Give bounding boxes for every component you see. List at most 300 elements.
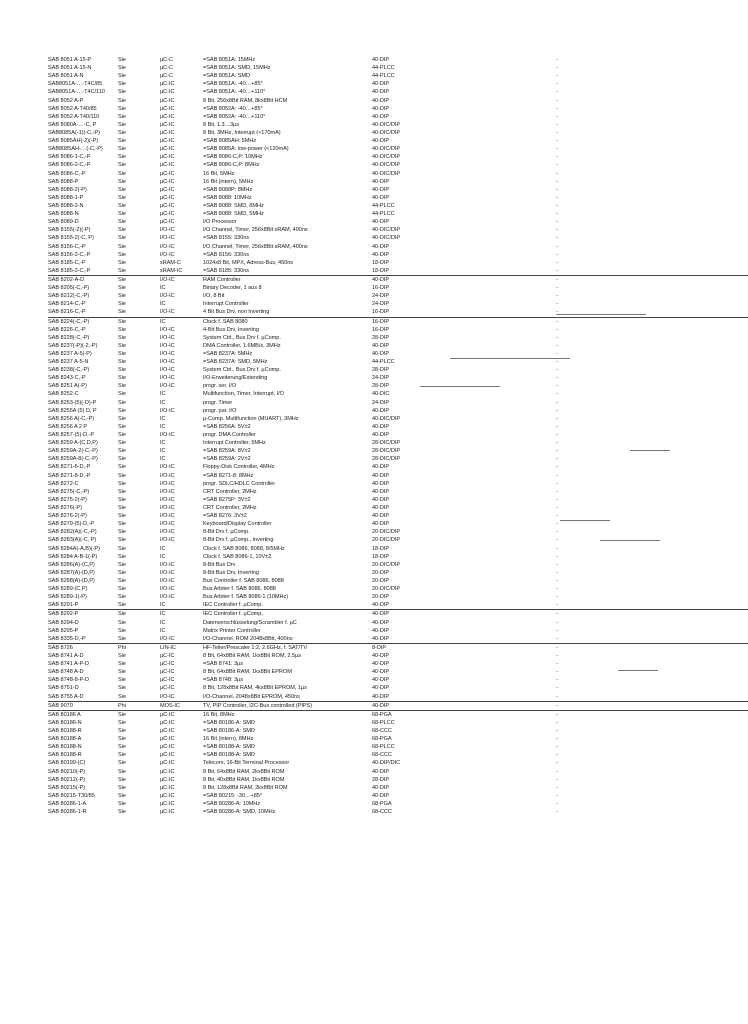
description-cell: progr. DMA Controller [203,432,256,439]
part-number-cell: SAB 8276-2(-P) [48,513,87,520]
part-number-cell: SAB 8748-8-P-D [48,677,89,684]
part-number-cell: SAB 8275(-C,-P) [48,488,90,495]
manufacturer-cell: Sie [118,285,126,292]
manufacturer-cell: Sie [118,752,126,759]
marker-cell: - [556,553,558,560]
scan-artifact-line [450,358,570,359]
manufacturer-cell: Sie [118,809,126,816]
package-cell: 28-DIC/DIP [372,456,401,463]
marker-cell: - [556,89,558,96]
package-cell: 18-DIP [372,553,390,560]
description-cell: 8-Bit Bus Drv [203,561,236,568]
part-number-cell: SAB 8292-P [48,611,79,618]
part-number-cell: SAB 8089-D [48,219,79,226]
marker-cell: - [556,162,558,169]
package-cell: 40-DIP [372,423,390,430]
manufacturer-cell: Sie [118,309,126,316]
description-cell: IEC Controller f. µComp. [203,602,263,609]
marker-cell: - [556,513,558,520]
device-type-cell: µC-IC [160,800,175,807]
description-cell: 16 Bit, 8MHz [203,711,235,718]
description-cell: Interrupt Controller, 5MHz [203,440,266,447]
device-type-cell: µC-IC [160,792,175,799]
device-type-cell: I/O-IC [160,569,175,576]
description-cell: =SAB 8088: SMD, 8MHz [203,202,264,209]
table-row [48,64,748,72]
marker-cell: - [556,529,558,536]
part-number-cell: SAB 8088-2(-P) [48,186,87,193]
package-cell: 40-DIC/DIP [372,146,401,153]
package-cell: 40-DIC/DIP [372,415,401,422]
package-cell: 8-DIP [372,644,387,651]
package-cell: 40-DIP [372,661,390,668]
marker-cell: - [556,711,558,718]
device-type-cell: I/O-IC [160,432,175,439]
package-cell: 40-DIP [372,627,390,634]
part-number-cell: SAB 8284A(-A,B)(-P) [48,545,100,552]
description-cell: 8-Bit Drv f. µComp. [203,529,250,536]
description-cell: I/O-Channel, ROM 2048x8Bit, 400ns [203,635,293,642]
manufacturer-cell: Sie [118,375,126,382]
table-row [48,439,748,447]
marker-cell: - [556,480,558,487]
manufacturer-cell: Sie [118,594,126,601]
device-type-cell: µC-IC [160,105,175,112]
device-type-cell: µC-IC [160,202,175,209]
device-type-cell: I/O-IC [160,375,175,382]
part-number-cell: SAB 8052 A-P [48,97,84,104]
part-number-cell: SAB 8255A (5) D, P [48,407,97,414]
manufacturer-cell: Sie [118,776,126,783]
part-number-cell: SAB 8251 A(-P) [48,383,87,390]
marker-cell: - [556,285,558,292]
package-cell: 40-DIP [372,138,390,145]
device-type-cell: µC-IC [160,154,175,161]
part-number-cell: SAB 8295-P [48,627,79,634]
table-row [48,472,748,480]
part-number-cell: SAB 80286-1-A [48,800,87,807]
table-row [48,170,748,178]
device-type-cell: µC-IC [160,711,175,718]
part-number-cell: SAB8085A(-1)(-C,-P) [48,129,100,136]
description-cell: HF-Teiler/Prescaler 1:2, 2.6GHz, f. SAT/TV [203,644,308,651]
manufacturer-cell: Sie [118,194,126,201]
package-cell: 40-DIP [372,89,390,96]
marker-cell: - [556,685,558,692]
manufacturer-cell: Sie [118,505,126,512]
device-type-cell: µC-IC [160,677,175,684]
marker-cell: - [556,727,558,734]
description-cell: 8 Bit, 64x8Bit RAM, 1kx8Bit EPROM [203,669,292,676]
package-cell: 28-DIP [372,367,390,374]
manufacturer-cell: Sie [118,432,126,439]
manufacturer-cell: Sie [118,561,126,568]
package-cell: 20-DIC/DIP [372,561,401,568]
manufacturer-cell: Sie [118,293,126,300]
description-cell: 8 Bit, 40x8Bit RAM, 1kx8Bit ROM [203,776,285,783]
marker-cell: - [556,65,558,72]
part-number-cell: SAB 8287(A)-(D,P) [48,569,95,576]
part-number-cell: SAB 80212(-P) [48,776,85,783]
package-cell: 40-DIP/DIC [372,760,401,767]
package-cell: 20-DIP [372,594,390,601]
marker-cell: - [556,619,558,626]
device-type-cell: µC-IC [160,178,175,185]
marker-cell: - [556,350,558,357]
marker-cell: - [556,211,558,218]
manufacturer-cell: Sie [118,661,126,668]
device-type-cell: µC-IC [160,146,175,153]
device-type-cell: I/O-IC [160,488,175,495]
description-cell: RAM Controller [203,276,241,283]
table-row [48,735,748,743]
description-cell: =SAB 80215: -30…+85° [203,792,263,799]
table-row [48,512,748,520]
part-number-cell: SAB 8272-C [48,480,79,487]
marker-cell: - [556,146,558,153]
device-type-cell: I/O-IC [160,235,175,242]
device-type-cell: IC [160,627,166,634]
manufacturer-cell: Sie [118,669,126,676]
marker-cell: - [556,105,558,112]
marker-cell: - [556,170,558,177]
table-row [48,545,748,553]
manufacturer-cell: Sie [118,736,126,743]
marker-cell: - [556,219,558,226]
table-row [48,88,748,96]
device-type-cell: µC-IC [160,744,175,751]
table-row [48,455,748,463]
description-cell: TV, PIP Controller, I2C-Bus controlled (PIPS) [203,702,313,709]
manufacturer-cell: Sie [118,178,126,185]
package-cell: 28-DIC/DIP [372,448,401,455]
manufacturer-cell: Sie [118,496,126,503]
part-number-cell: SAB 8279-(5)-D,-P [48,521,95,528]
marker-cell: - [556,669,558,676]
table-row [48,243,748,251]
package-cell: 40-DIC/DIP [372,227,401,234]
manufacturer-cell: Sie [118,423,126,430]
device-type-cell: I/O-IC [160,505,175,512]
device-type-cell: I/O-IC [160,407,175,414]
description-cell: =SAB 8088P: 8MHz [203,186,253,193]
description-cell: 4 Bit Bus Drv, non Inverting [203,309,270,316]
package-cell: 40-DIP [372,496,390,503]
device-type-cell: IC [160,285,166,292]
manufacturer-cell: Sie [118,480,126,487]
device-type-cell: I/O-IC [160,293,175,300]
description-cell: 8 Bit, 3MHz, Interrupt (<170mA) [203,129,281,136]
marker-cell: - [556,792,558,799]
description-cell: 8 Bit, 1.3…3µs [203,121,240,128]
table-row [48,743,748,751]
table-row [48,711,748,719]
part-number-cell: SAB 8238(-C,-P) [48,367,90,374]
package-cell: 68-PGA [372,800,392,807]
description-cell: =SAB 8051A: -40…+110° [203,89,266,96]
manufacturer-cell: Sie [118,611,126,618]
marker-cell: - [556,178,558,185]
package-cell: 40-DIC/DIP [372,129,401,136]
marker-cell: - [556,227,558,234]
description-cell: Keyboard/Display Controller [203,521,272,528]
marker-cell: - [556,537,558,544]
marker-cell: - [556,652,558,659]
scan-artifact-line [600,540,660,541]
table-row [48,390,748,398]
part-number-cell: SAB 8259A-8(-C,-P) [48,456,98,463]
table-row [48,161,748,169]
device-type-cell: I/O-IC [160,350,175,357]
manufacturer-cell: Sie [118,342,126,349]
package-cell: 40-DIP [372,81,390,88]
description-cell: Clock f. SAB 8080 [203,318,248,325]
part-number-cell: SAB 8088-N [48,211,79,218]
manufacturer-cell: Sie [118,65,126,72]
description-cell: I/O Channel, Timer, 256x8Bit sRAM, 400ns [203,243,308,250]
description-cell: 8 Bit, 128x8Bit RAM, 4kx8Bit EPROM, 1µs [203,685,307,692]
table-row [48,676,748,684]
part-number-cell: SAB 8080A-…-C, P [48,121,97,128]
package-cell: 40-DIP [372,276,390,283]
description-cell: =SAB 8256A: 5V±2 [203,423,251,430]
device-type-cell: µC-IC [160,89,175,96]
package-cell: 18-DIP [372,545,390,552]
description-cell: 8 Bit, 64x8Bit RAM, 2kx8Bit ROM [203,768,285,775]
description-cell: Multifunction, Timer, Interrupt, I/O [203,391,284,398]
description-cell: IEC Controller f. µComp. [203,611,263,618]
manufacturer-cell: Sie [118,652,126,659]
package-cell: 68-PLCC [372,744,395,751]
description-cell: =SAB 8741: 3µs [203,661,243,668]
package-cell: 40-DIP [372,194,390,201]
device-type-cell: IC [160,602,166,609]
description-cell: 8 Bit, 128x8Bit RAM, 2kx8Bit ROM [203,784,288,791]
part-number-cell: SAB 8748 A-D [48,669,84,676]
device-type-cell: µC-IC [160,784,175,791]
device-type-cell: µC-IC [160,81,175,88]
table-row [48,399,748,407]
table-row [48,684,748,692]
manufacturer-cell: Sie [118,719,126,726]
device-type-cell: I/O-IC [160,480,175,487]
manufacturer-cell: Phi [118,702,126,709]
device-type-cell: IC [160,399,166,406]
device-type-cell: µC-IC [160,760,175,767]
manufacturer-cell: Sie [118,569,126,576]
manufacturer-cell: Sie [118,326,126,333]
part-number-cell: SAB 8257-(5)-D,-P [48,432,95,439]
table-row [48,153,748,161]
description-cell: Bus Arbiter f. SAB 8086, 8088 [203,586,276,593]
description-cell: Binary Decoder, 1 aus 8 [203,285,262,292]
part-number-cell: SAB 8252-C [48,391,79,398]
description-cell: I/O-Channel, 2048x8Bit EPROM, 450ns [203,693,300,700]
part-number-cell: SAB 80188-R [48,727,82,734]
device-type-cell: I/O-IC [160,359,175,366]
manufacturer-cell: Sie [118,415,126,422]
description-cell: 16 Bit, 5MHz [203,170,235,177]
description-cell: =SAB 80186-A: SMD [203,727,255,734]
marker-cell: - [556,760,558,767]
manufacturer-cell: Sie [118,456,126,463]
manufacturer-cell: Sie [118,113,126,120]
package-cell: 40-DIP [372,652,390,659]
description-cell: =SAB 8086-C,P: 10MHz [203,154,263,161]
table-row [48,226,748,234]
description-cell: 16 Bit (intern), 5MHz [203,178,254,185]
package-cell: 40-DIP [372,792,390,799]
part-number-cell: SAB 8726 [48,644,73,651]
marker-cell: - [556,661,558,668]
table-row [48,619,748,627]
device-type-cell: I/O-IC [160,334,175,341]
device-type-cell: µC-IC [160,170,175,177]
description-cell: =SAB 80186-A: SMD [203,719,255,726]
package-cell: 40-DIC/DIP [372,162,401,169]
package-cell: 20-DIC/DIP [372,586,401,593]
part-number-cell: SAB 8202-A-D [48,276,85,283]
marker-cell: - [556,81,558,88]
description-cell: 8 Bit, 256x8Bit RAM, 8kx8Bit HCM [203,97,288,104]
part-number-cell: SAB8051A-…-T4C/85 [48,81,103,88]
table-row [48,137,748,145]
marker-cell: - [556,301,558,308]
marker-cell: - [556,464,558,471]
package-cell: 40-DIP [372,219,390,226]
part-number-cell: SAB 8289-1(-P) [48,594,87,601]
marker-cell: - [556,809,558,816]
scan-artifact-line [560,520,610,521]
manufacturer-cell: Sie [118,553,126,560]
device-type-cell: I/O-IC [160,496,175,503]
device-type-cell: sRAM-IC [160,267,183,274]
manufacturer-cell: Sie [118,259,126,266]
description-cell: =SAB 8237A: 5MHz [203,350,253,357]
description-cell: =SAB 80188-A: SMD [203,744,255,751]
table-row [48,267,748,276]
device-type-cell: sRAM-C [160,259,181,266]
manufacturer-cell: Sie [118,407,126,414]
manufacturer-cell: Sie [118,677,126,684]
part-number-cell: SAB 8185-2-C,-P [48,267,91,274]
package-cell: 40-DIP [372,488,390,495]
part-number-cell: SAB 8185-C,-P [48,259,86,266]
part-number-cell: SAB 8205(-C,-P) [48,285,90,292]
marker-cell: - [556,448,558,455]
description-cell: Telecom, 16-Bit Terminal Processor [203,760,290,767]
table-row [48,751,748,759]
table-row [48,97,748,105]
marker-cell: - [556,367,558,374]
manufacturer-cell: Sie [118,440,126,447]
manufacturer-cell: Sie [118,146,126,153]
device-type-cell: IC [160,545,166,552]
marker-cell: - [556,440,558,447]
marker-cell: - [556,334,558,341]
table-row [48,776,748,784]
table-row [48,318,748,326]
scan-artifact-line [618,670,658,671]
device-type-cell: µC-IC [160,129,175,136]
package-cell: 40-DIP [372,251,390,258]
device-type-cell: IC [160,440,166,447]
description-cell: Bus Arbiter f. SAB 8086-1 (10MHz) [203,594,289,601]
part-number-cell: SAB 8288(A)-(D,P) [48,578,95,584]
device-type-cell: IC [160,423,166,430]
description-cell: =SAB 8276: 3V±2 [203,513,247,520]
package-cell: 40-DIP [372,693,390,700]
package-cell: 40-DIP [372,677,390,684]
package-cell: 40-DIP [372,685,390,692]
package-cell: 20-DIP [372,569,390,576]
package-cell: 44-PLCC [372,65,395,72]
device-type-cell: I/O-IC [160,586,175,593]
manufacturer-cell: Sie [118,399,126,406]
manufacturer-cell: Sie [118,537,126,544]
device-type-cell: µC-IC [160,776,175,783]
description-cell: =SAB 8086-C,P: 8MHz [203,162,260,169]
device-type-cell: I/O-IC [160,309,175,316]
device-type-cell: µC-C [160,73,173,80]
device-type-cell: IC [160,611,166,618]
manufacturer-cell: Sie [118,545,126,552]
marker-cell: - [556,800,558,807]
manufacturer-cell: Sie [118,711,126,718]
marker-cell: - [556,138,558,145]
part-number-cell: SAB 80188-N [48,744,82,751]
manufacturer-cell: Sie [118,334,126,341]
marker-cell: - [556,251,558,258]
device-type-cell: µC-IC [160,194,175,201]
part-number-cell: SAB 8156-C,-P [48,243,86,250]
marker-cell: - [556,186,558,193]
marker-cell: - [556,719,558,726]
device-type-cell: µC-IC [160,768,175,775]
device-type-cell: µC-IC [160,162,175,169]
table-row [48,292,748,300]
manufacturer-cell: Sie [118,89,126,96]
package-cell: 40-DIP [372,505,390,512]
marker-cell: - [556,375,558,382]
part-number-cell: SAB 8289-(C,P) [48,586,88,593]
package-cell: 40-DIC/DIP [372,121,401,128]
marker-cell: - [556,326,558,333]
device-type-cell: IC [160,553,166,560]
table-row [48,186,748,194]
description-cell: =SAB 8051A: 15MHz [203,57,256,63]
device-type-cell: µC-C [160,57,173,63]
part-number-cell: SAB 80186 A [48,711,81,718]
description-cell: Floppy-Disk Controller, 4MHz [203,464,275,471]
package-cell: 40-DIP [372,513,390,520]
part-number-cell: SAB 8276(-P) [48,505,82,512]
device-type-cell: I/O-IC [160,521,175,528]
part-number-cell: SAB 8224(-C,-P) [48,318,90,325]
package-cell: 40-DIP [372,602,390,609]
part-number-cell: SAB 8291-P [48,602,79,609]
manufacturer-cell: Sie [118,154,126,161]
manufacturer-cell: Sie [118,744,126,751]
manufacturer-cell: Sie [118,627,126,634]
table-row [48,431,748,439]
package-cell: 18-DIP [372,267,390,274]
marker-cell: - [556,644,558,651]
manufacturer-cell: Sie [118,693,126,700]
manufacturer-cell: Sie [118,586,126,593]
package-cell: 68-CCC [372,727,392,734]
table-row [48,194,748,202]
